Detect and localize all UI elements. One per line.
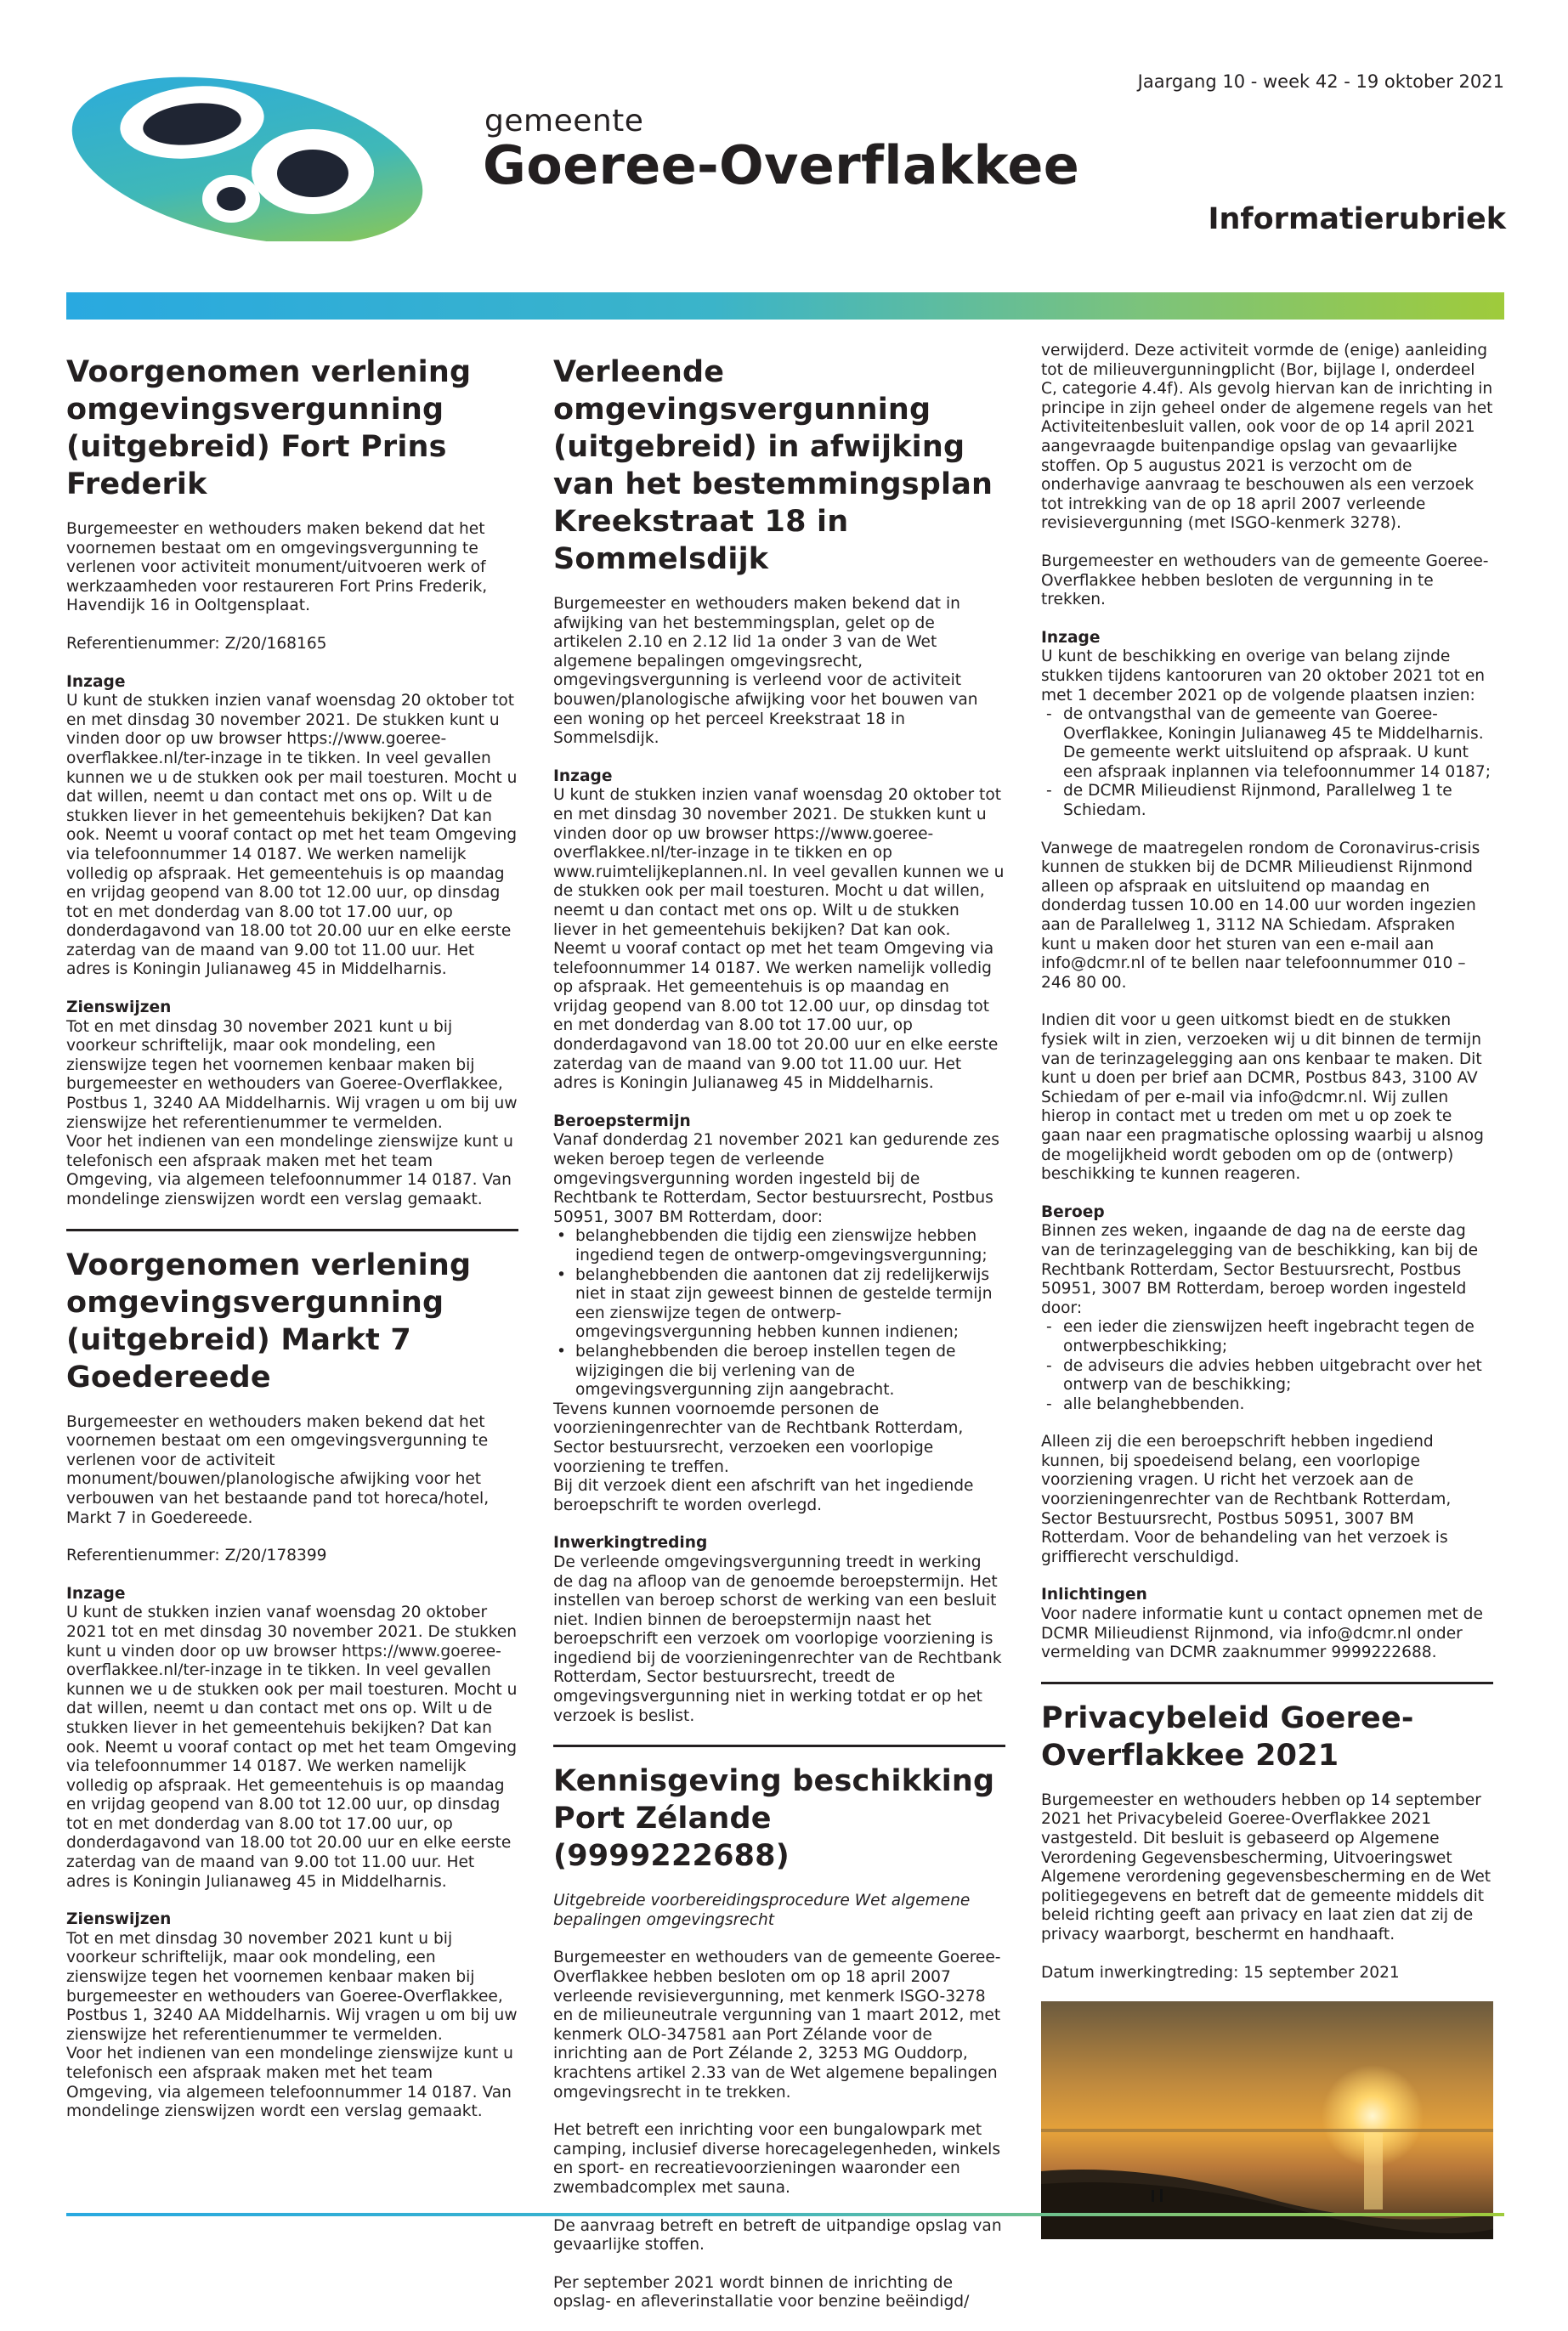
subheading: Beroep: [1041, 1202, 1105, 1221]
paragraph: Per september 2021 wordt binnen de inrichting de opslag- en afleverinstallatie voor benzine beëindigd/: [553, 2273, 970, 2311]
list-item: • belanghebbenden die tijdig een zienswijze hebben ingediend tegen de ontwerp-omgevingsvergunning;: [553, 1227, 1005, 1265]
section-label: Informatierubriek: [1208, 202, 1506, 236]
paragraph: Het betreft een inrichting voor een bungalowpark met camping, inclusief diverse horecagelegenheden, winkels en sport- en recreatievoorzieningen waaronder een zwembadcomplex met sauna.: [553, 2121, 1001, 2197]
divider: [553, 1745, 1005, 1747]
subheading: Beroepstermijn: [553, 1112, 691, 1130]
paragraph: Bij dit verzoek dient een afschrift van het ingediende beroepschrift te worden overlegd.: [553, 1477, 974, 1514]
reference-number: Referentienummer: Z/20/178399: [66, 1547, 327, 1565]
paragraph: Alleen zij die een beroepschrift hebben ingediend kunnen, bij spoedeisend belang, een voorlopige voorziening vragen. U richt het verzoek aan de voorzieningenrechter van de Rechtbank Rotterdam, Sector Bestuursrecht, Postbus 50951, 3007 BM Rotterdam. Voor de behandeling van het verzoek is griffierecht verschuldigd.: [1041, 1433, 1452, 1566]
list-item: - de ontvangsthal van de gemeente van Goeree-Overflakkee, Koningin Julianaweg 45 te Middelharnis. De gemeente werkt uitsluitend op afspraak. U kunt een afspraak inplannen via telefoonnummer 14 0187;: [1041, 705, 1493, 782]
effective-date: Datum inwerkingtreding: 15 september 2021: [1041, 1963, 1400, 1982]
list-item: • belanghebbenden die aantonen dat zij redelijkerwijs niet in staat zijn geweest binnen de gestelde termijn een zienswijze tegen de ontwerp-omgevingsvergunning hebben kunnen indienen;: [553, 1266, 1005, 1343]
paragraph: U kunt de stukken inzien vanaf woensdag 20 oktober tot en met dinsdag 30 november 2021. De stukken kunt u vinden door op uw browser https://www.goeree-overflakkee.nl/ter-inzage in te tikken. In veel gevallen kunnen we u de stukken ook per mail toesturen. Mocht u dat willen, neemt u dan contact met ons op. Wilt u de stukken liever in het gemeentehuis bekijken? Dat kan ook. Neemt u vooraf contact op met het team Omgeving via telefoonnummer 14 0187. We werken namelijk volledig op afspraak. Het gemeentehuis is op maandag en vrijdag geopend van 8.00 tot 12.00 uur, op dinsdag tot en met donderdag van 8.00 tot 17.00 uur, op donderdagavond van 18.00 tot 20.00 uur en elke eerste zaterdag van de maand van 9.00 tot 11.00 uur. Het adres is Koningin Julianaweg 45 in Middelharnis.: [66, 692, 518, 979]
article-title: Verleende omgevingsvergunning (uitgebreid) in afwijking van het bestemmingsplan Kreekstraat 18 in Sommelsdijk: [553, 355, 993, 576]
list-item: - een ieder die zienswijzen heeft ingebracht tegen de ontwerpbeschikking;: [1041, 1318, 1493, 1356]
sunset-beach-photo: [1041, 2001, 1493, 2239]
subheading: Inzage: [66, 672, 126, 691]
paragraph: Voor nadere informatie kunt u contact opnemen met de DCMR Milieudienst Rijnmond, via info@dcmr.nl onder vermelding van DCMR zaaknummer 9999222688.: [1041, 1605, 1483, 1662]
article-title: Voorgenomen verlening omgevingsvergunning (uitgebreid) Fort Prins Frederik: [66, 355, 472, 501]
reference-number: Referentienummer: Z/20/168165: [66, 634, 327, 653]
paragraph: Binnen zes weken, ingaande de dag na de eerste dag van de terinzagelegging van de beschikking, kan bij de Rechtbank Rotterdam, Sector Bestuursrecht, Postbus 50951, 3007 BM Rotterdam, beroep worden ingesteld door:: [1041, 1222, 1479, 1317]
paragraph: Tevens kunnen voornoemde personen de voorzieningenrechter van de Rechtbank Rotterdam, Sector bestuursrecht, verzoeken een voorlopige voorziening te treffen.: [553, 1400, 964, 1476]
dash-list: [1041, 705, 1493, 821]
footer-gradient-bar: [66, 2213, 1504, 2216]
list-item: • belanghebbenden die beroep instellen tegen de wijzigingen die bij verlening van de omgevingsvergunning zijn aangebracht.: [553, 1343, 1005, 1400]
column-2: [553, 340, 1005, 2331]
paragraph: Burgemeester en wethouders van de gemeente Goeree-Overflakkee hebben besloten om op 18 april 2007 verleende revisievergunning, met kenmerk ISGO-3278 en de milieuneutrale vergunning van 1 maart 2012, met kenmerk OLO-347581 aan Port Zélande voor de inrichting aan de Port Zélande 2, 3253 MG Ouddorp, krachtens artikel 2.33 van de Wet algemene bepalingen omgevingsrecht in te trekken.: [553, 1949, 1001, 2102]
list-item: - de DCMR Milieudienst Rijnmond, Parallelweg 1 te Schiedam.: [1041, 782, 1493, 820]
header-gradient-bar: [66, 292, 1504, 320]
brand-name: Goeree-Overflakkee: [483, 134, 1080, 196]
paragraph: Vanwege de maatregelen rondom de Coronavirus-crisis kunnen de stukken bij de DCMR Milieudienst Rijnmond alleen op afspraak en uitsluitend op maandag en donderdag tussen 10.00 en 14.00 uur worden ingezien aan de Parallelweg 1, 3112 NA Schiedam. Afspraken kunt u maken door het sturen van een e-mail aan info@dcmr.nl of te bellen naar telefoonnummer 010 – 246 80 00.: [1041, 839, 1480, 992]
paragraph: Burgemeester en wethouders van de gemeente Goeree-Overflakkee hebben besloten de vergunning in te trekken.: [1041, 552, 1489, 609]
subheading: Inwerkingtreding: [553, 1534, 708, 1553]
subheading: Inzage: [1041, 628, 1101, 647]
article-title: Voorgenomen verlening omgevingsvergunning (uitgebreid) Markt 7 Goedereede: [66, 1248, 472, 1395]
paragraph: Tot en met dinsdag 30 november 2021 kunt u bij voorkeur schriftelijk, maar ook mondeling, een zienswijze tegen het voornemen kenbaar maken bij burgemeester en wethouders van Goeree-Overflakkee, Postbus 1, 3240 AA Middelharnis. Wij vragen u om bij uw zienswijze het referentienummer te vermelden.: [66, 1929, 518, 2044]
paragraph: Tot en met dinsdag 30 november 2021 kunt u bij voorkeur schriftelijk, maar ook mondeling, een zienswijze tegen het voornemen kenbaar maken bij burgemeester en wethouders van Goeree-Overflakkee, Postbus 1, 3240 AA Middelharnis. Wij vragen u om bij uw zienswijze het referentienummer te vermelden.: [66, 1017, 518, 1132]
paragraph: Voor het indienen van een mondelinge zienswijze kunt u telefonisch een afspraak maken met het team Omgeving, via algemeen telefoonnummer 14 0187. Van mondelinge zienswijzen wordt een verslag gemaakt.: [66, 1133, 513, 1208]
subheading: Zienswijzen: [66, 999, 172, 1017]
paragraph: U kunt de stukken inzien vanaf woensdag 20 oktober 2021 tot en met dinsdag 30 november 2021. De stukken kunt u vinden door op uw browser https://www.goeree-overflakkee.nl/ter-inzage in te tikken. In veel gevallen kunnen we u de stukken ook per mail toesturen. Mocht u dat willen, neemt u dan contact met ons op. Wilt u de stukken liever in het gemeentehuis bekijken? Dat kan ook. Neemt u vooraf contact op met het team Omgeving via telefoonnummer 14 0187. We werken namelijk volledig op afspraak. Het gemeentehuis is op maandag en vrijdag geopend van 8.00 tot 12.00 uur, op dinsdag tot en met donderdag van 8.00 tot 17.00 uur, op donderdagavond van 18.00 tot 20.00 uur en elke eerste zaterdag van de maand van 9.00 tot 11.00 uur. Het adres is Koningin Julianaweg 45 in Middelharnis.: [66, 1604, 518, 1891]
paragraph: verwijderd. Deze activiteit vormde de (enige) aanleiding tot de milieuvergunningplicht (Bor, bijlage I, onderdeel C, categorie 4.4f). Als gevolg hiervan kan de inrichting in principe in zijn geheel onder de algemene regels van het Activiteitenbesluit vallen, ook voor de op 14 april 2021 aangevraagde buitenpandige opslag van gevaarlijke stoffen. Op 5 augustus 2021 is verzocht om de onderhavige aanvraag te beschouwen als een verzoek tot intrekking van de op 18 april 2007 verleende revisievergunning (met ISGO-kenmerk 3278).: [1041, 342, 1493, 533]
article-title: Privacybeleid Goeree-Overflakkee 2021: [1041, 1700, 1414, 1773]
paragraph: Burgemeester en wethouders hebben op 14 september 2021 het Privacybeleid Goeree-Overflakkee 2021 vastgesteld. Dit besluit is gebaseerd op Algemene Verordening Gegevensbescherming, Uitvoeringswet Algemene verordening gegevensbescherming en de Wet politiegegevens en betreft dat de gemeente middels dit beleid richting geeft aan privacy en laat zien dat zij de privacy waarborgt, beschermt en handhaaft.: [1041, 1791, 1492, 1943]
subheading: Inlichtingen: [1041, 1586, 1147, 1604]
dash-list: [1041, 1318, 1493, 1414]
article-title: Kennisgeving beschikking Port Zélande (9999222688): [553, 1764, 995, 1874]
subheading: Inzage: [553, 767, 613, 785]
article-intro: Burgemeester en wethouders maken bekend dat in afwijking van het bestemmingsplan, gelet op de artikelen 2.10 en 2.12 lid 1a onder 3 van de Wet algemene bepalingen omgevingsrecht, omgevingsvergunning is verleend voor de activiteit bouwen/planologische afwijking voor het bouwen van een woning op het perceel Kreekstraat 18 in Sommelsdijk.: [553, 595, 978, 748]
paragraph: Indien dit voor u geen uitkomst biedt en de stukken fysiek wilt in zien, verzoeken wij u dit binnen de termijn van de terinzagelegging aan ons kenbaar te maken. Dit kunt u doen per brief aan DCMR, Postbus 843, 3100 AV Schiedam of per e-mail via info@dcmr.nl. Wij zullen hierop in contact met u treden om met u op zoek te gaan naar een pragmatische oplossing waarbij u alsnog de mogelijkheid wordt geboden om op de (ontwerp) beschikking te kunnen reageren.: [1041, 1011, 1484, 1184]
paragraph: Voor het indienen van een mondelinge zienswijze kunt u telefonisch een afspraak maken met het team Omgeving, via algemeen telefoonnummer 14 0187. Van mondelinge zienswijzen wordt een verslag gemaakt.: [66, 2045, 513, 2121]
municipality-logo: [65, 71, 439, 241]
list-item: - de adviseurs die advies hebben uitgebracht over het ontwerp van de beschikking;: [1041, 1357, 1493, 1395]
paragraph: De verleende omgevingsvergunning treedt in werking de dag na afloop van de genoemde beroepstermijn. Het instellen van beroep schorst de werking van een besluit niet. Indien binnen de beroepstermijn naast het beroepschrift een verzoek om voorlopige voorziening is ingediend bij de voorzieningenrechter van de Rechtbank Rotterdam, Sector bestuursrecht, treedt de omgevingsvergunning niet in werking totdat er op het verzoek is beslist.: [553, 1553, 1002, 1725]
article-intro: Burgemeester en wethouders maken bekend dat het voornemen bestaat om en omgevingsvergunning te verlenen voor activiteit monument/uitvoeren werk of werkzaamheden voor restaureren Fort Prins Frederik, Havendijk 16 in Ooltgensplaat.: [66, 520, 488, 615]
list-item: - alle belanghebbenden.: [1041, 1395, 1493, 1415]
article-subtitle: Uitgebreide voorbereidingsprocedure Wet algemene bepalingen omgevingsrecht: [553, 1892, 971, 1929]
edition-line: Jaargang 10 - week 42 - 19 oktober 2021: [1137, 71, 1504, 92]
paragraph: De aanvraag betreft en betreft de uitpandige opslag van gevaarlijke stoffen.: [553, 2216, 1002, 2255]
paragraph: Vanaf donderdag 21 november 2021 kan gedurende zes weken beroep tegen de verleende omgevingsvergunning worden ingesteld bij de Rechtbank te Rotterdam, Sector bestuursrecht, Postbus 50951, 3007 BM Rotterdam, door:: [553, 1131, 999, 1226]
divider: [66, 1229, 518, 1231]
divider: [1041, 1682, 1493, 1684]
column-1: [66, 340, 518, 2141]
column-3: [1041, 342, 1493, 2239]
subheading: Zienswijzen: [66, 1910, 172, 1929]
bullet-list: [553, 1227, 1005, 1400]
article-intro: Burgemeester en wethouders maken bekend dat het voornemen bestaat om een omgevingsvergunning te verlenen voor de activiteit monument/bouwen/planologische afwijking voor het verbouwen van het bestaande pand tot horeca/hotel, Markt 7 in Goedereede.: [66, 1412, 490, 1527]
brand-prefix: gemeente: [484, 104, 644, 139]
paragraph: U kunt de stukken inzien vanaf woensdag 20 oktober tot en met dinsdag 30 november 2021. De stukken kunt u vinden door op uw browser https://www.goeree-overflakkee.nl/ter-inzage in te tikken en op www.ruimtelijkeplannen.nl. In veel gevallen kunnen we u de stukken ook per mail toesturen. Mocht u dat willen, neemt u dan contact met ons op. Wilt u de stukken liever in het gemeentehuis bekijken? Dat kan ook. Neemt u vooraf contact op met het team Omgeving via telefoonnummer 14 0187. We werken namelijk volledig op afspraak. Het gemeentehuis is op maandag en vrijdag geopend van 8.00 tot 12.00 uur, op dinsdag tot en met donderdag van 8.00 tot 17.00 uur, op donderdagavond van 18.00 tot 20.00 uur en elke eerste zaterdag van de maand van 9.00 tot 11.00 uur. Het adres is Koningin Julianaweg 45 in Middelharnis.: [553, 786, 1005, 1093]
paragraph: U kunt de beschikking en overige van belang zijnde stukken tijdens kantooruren van 20 oktober 2021 tot en met 1 december 2021 op de volgende plaatsen inzien:: [1041, 648, 1486, 704]
subheading: Inzage: [66, 1584, 126, 1603]
